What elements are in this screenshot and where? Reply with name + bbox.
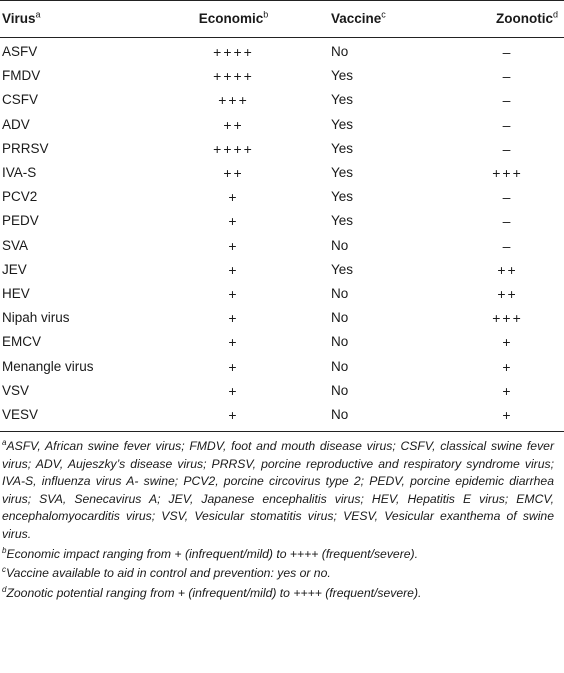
header-virus-label: Virus [2,11,36,26]
table-row [0,209,564,233]
header-vaccine [331,1,451,38]
header-economic [136,1,331,38]
table-row [0,234,564,258]
footnote-text: ASFV, African swine fever virus; FMDV, foot and mouth disease virus; CSFV, classical swine fever virus; ADV, Aujeszky’s disease virus; PRRSV, porcine reproductive and respiratory syndrome virus; IVA-S, influenza virus A- swine; PCV2, porcine circovirus type 2; PEDV, porcine epidemic diarrhea virus; SVA, Senecavirus A; JEV, Japanese encephalitis virus; HEV, Hepatitis E virus; EMCV, encephalomyocarditis virus; VSV, Vesicular stomatitis virus; VESV, Vesicular exanthema of swine virus. [2,439,554,542]
table-row [0,88,564,112]
table-row [0,64,564,88]
cell-vaccine: Yes [331,261,354,277]
cell-virus: Menangle virus [2,358,94,374]
cell-economic: + [228,358,239,375]
cell-economic: + [228,334,239,351]
table-row [0,282,564,306]
cell-economic: + [228,237,239,254]
footnote-c [2,565,554,583]
cell-vaccine: No [331,310,349,326]
cell-economic: ++++ [213,140,254,157]
table-body [0,38,564,432]
cell-zoonotic: – [502,92,513,109]
cell-zoonotic: – [502,237,513,254]
cell-zoonotic: – [502,116,513,133]
cell-zoonotic: – [502,68,513,85]
footnote-a [2,438,554,544]
table-row [0,330,564,354]
cell-economic: + [228,286,239,303]
header-vaccine-label: Vaccine [331,11,382,26]
cell-economic: + [228,261,239,278]
table-row [0,258,564,282]
cell-virus: PEDV [2,213,39,229]
cell-zoonotic: + [502,382,513,399]
table-row [0,185,564,209]
table-header [0,1,564,38]
footnote-mark-c: c [381,9,386,20]
cell-zoonotic: +++ [492,165,523,182]
table-row [0,38,564,65]
footnote-mark-d: d [552,9,558,20]
footnotes [2,438,554,602]
cell-virus: ASFV [2,44,38,59]
cell-virus: PRRSV [2,140,49,156]
footnote-marker: d [2,584,7,594]
cell-economic: + [228,382,239,399]
cell-vaccine: Yes [331,68,354,84]
cell-virus: VESV [0,403,136,432]
footnote-text: Economic impact ranging from + (infrequent/mild) to ++++ (frequent/severe). [6,546,418,561]
cell-economic: + [228,213,239,230]
cell-zoonotic: +++ [492,310,523,327]
cell-economic: + [228,310,239,327]
cell-vaccine: Yes [331,213,354,229]
header-zoonotic-label: Zoonotic [495,11,553,26]
cell-zoonotic: + [502,334,513,351]
cell-vaccine: Yes [331,116,354,132]
cell-zoonotic: – [502,189,513,206]
cell-economic: ++ [223,116,244,133]
cell-virus: JEV [2,261,27,277]
cell-zoonotic: ++ [497,261,518,278]
footnote-text: Zoonotic potential ranging from + (infrequent/mild) to ++++ (frequent/severe). [6,585,422,600]
cell-vaccine: No [331,237,349,253]
table-row [0,355,564,379]
cell-zoonotic: + [502,358,513,375]
cell-virus: PCV2 [2,189,38,205]
cell-virus: EMCV [2,334,42,350]
cell-vaccine: No [331,286,349,302]
cell-virus: Nipah virus [2,310,70,326]
cell-virus: ADV [2,116,30,132]
footnote-marker: c [2,565,6,575]
table-row [0,403,564,432]
cell-vaccine: Yes [331,165,354,181]
cell-virus: FMDV [2,68,41,84]
table-row [0,306,564,330]
table-row [0,379,564,403]
cell-economic: ++ [223,165,244,182]
cell-virus: IVA-S [2,165,37,181]
cell-vaccine: No [331,382,349,398]
cell-economic: ++++ [213,68,254,85]
cell-vaccine: No [331,44,349,59]
cell-vaccine: Yes [331,140,354,156]
cell-virus: CSFV [2,92,39,108]
cell-economic: + [228,189,239,206]
header-virus [0,1,136,38]
table-row [0,113,564,137]
cell-vaccine: No [331,403,451,432]
cell-economic: ++++ [213,44,254,60]
footnote-marker: a [2,437,7,447]
cell-zoonotic: – [502,44,513,60]
cell-zoonotic: ++ [497,286,518,303]
cell-virus: SVA [2,237,29,253]
cell-vaccine: Yes [331,92,354,108]
footnote-mark-b: b [263,9,269,20]
cell-economic: +++ [218,92,249,109]
footnote-text: Vaccine available to aid in control and prevention: yes or no. [6,566,331,581]
header-zoonotic [451,1,564,38]
cell-virus: VSV [2,382,30,398]
cell-vaccine: No [331,334,349,350]
header-economic-label: Economic [198,11,264,26]
cell-zoonotic: – [502,213,513,230]
header-row [0,1,564,38]
footnote-d [2,585,554,603]
footnote-b [2,546,554,564]
cell-zoonotic: + [451,403,564,432]
cell-vaccine: No [331,358,349,374]
table-row [0,161,564,185]
cell-virus: HEV [2,286,30,302]
table-row [0,137,564,161]
footnote-marker: b [2,545,7,555]
footnote-mark-a: a [35,9,41,20]
cell-vaccine: Yes [331,189,354,205]
cell-zoonotic: – [502,140,513,157]
cell-economic: + [136,403,331,432]
